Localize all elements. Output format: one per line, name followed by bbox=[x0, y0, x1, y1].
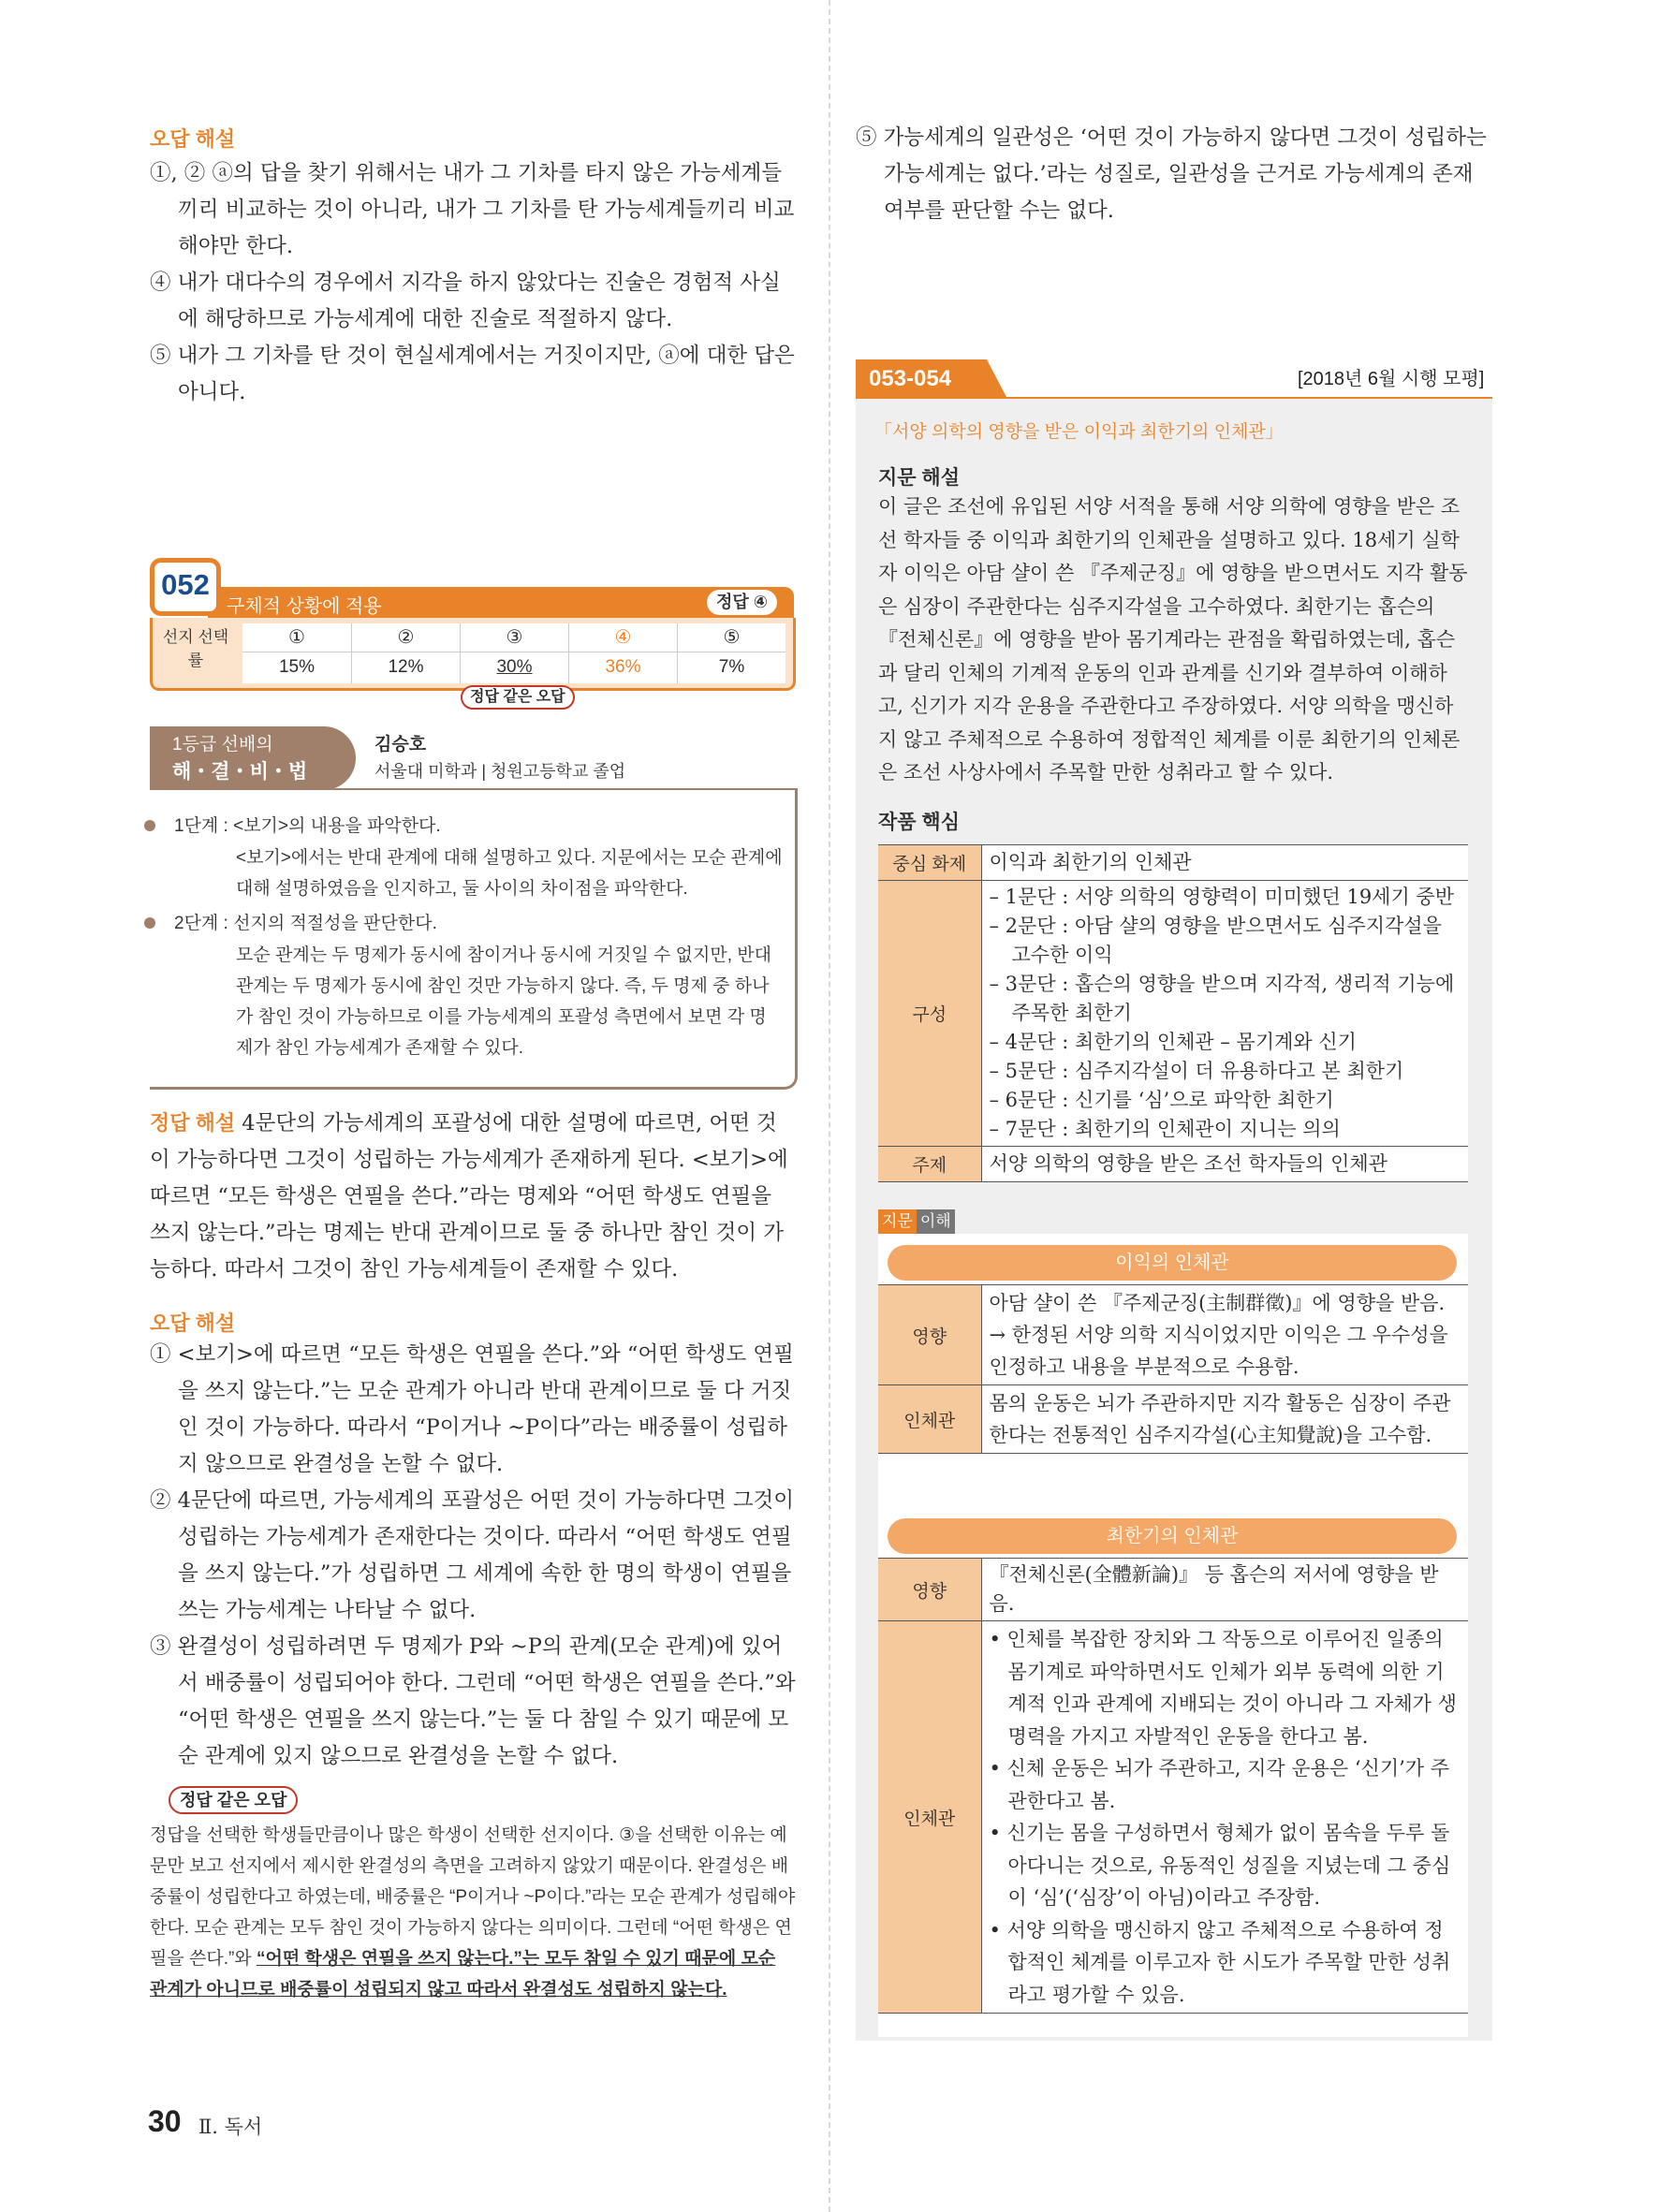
yi-row-influence bbox=[878, 1285, 1468, 1385]
choi-cell-header: 인체관 bbox=[878, 1621, 981, 2014]
choice-rate: 12% bbox=[388, 657, 424, 677]
tip-step1-title: 1단계 : <보기>의 내용을 파악한다. bbox=[174, 816, 441, 836]
choice-rate: 7% bbox=[718, 657, 745, 677]
yi-view-title: 이익의 인체관 bbox=[888, 1245, 1457, 1281]
choi-view-title: 최한기의 인체관 bbox=[888, 1518, 1457, 1554]
tip-step2-title: 2단계 : 선지의 적절성을 판단한다. bbox=[174, 914, 437, 933]
question-052-header-bar bbox=[208, 587, 794, 619]
choice-rate-grid bbox=[242, 623, 785, 683]
trap-answer-heading: 정답 같은 오답 bbox=[169, 1786, 298, 1814]
wrong-answer-list-1 bbox=[150, 155, 796, 411]
correct-answer-block bbox=[150, 1105, 796, 1288]
choice-number: ⑤ bbox=[678, 623, 785, 652]
choice-rate-label: 선지 선택률 bbox=[162, 628, 229, 669]
understanding-tag-b: 이해 bbox=[917, 1209, 955, 1234]
structure-line: – 2문단 : 아담 샬의 영향을 받으면서도 심주지각설을 고수한 이익 bbox=[989, 915, 1442, 966]
question-052-answer: 정답 ④ bbox=[707, 590, 777, 615]
structure-line: – 6문단 : 신기를 ‘심’으로 파악한 최한기 bbox=[989, 1089, 1334, 1111]
core-cell: 서양 의학의 영향을 받은 조선 학자들의 인체관 bbox=[981, 1147, 1468, 1182]
yi-view-table bbox=[878, 1284, 1468, 1454]
choice-rate: 30% bbox=[496, 657, 533, 677]
page-number: 30 bbox=[148, 2104, 182, 2138]
tip-step1-body: <보기>에서는 반대 관계에 대해 설명하고 있다. 지문에서는 모순 관계에 대해 설명하였음을 인지하고, 둘 사이의 차이점을 파악한다. bbox=[236, 848, 783, 899]
core-row-topic bbox=[878, 845, 1468, 881]
choi-row-influence bbox=[878, 1559, 1468, 1621]
choi-view-point: • 서양 의학을 맹신하지 않고 주체적으로 수용하여 정합적인 체계를 이루고자 한 시도가 주목할 만한 성취라고 평가할 수 있음. bbox=[989, 1918, 1451, 2006]
core-row-structure bbox=[878, 881, 1468, 1147]
passage-box-topline bbox=[856, 397, 1492, 399]
trap-answer-text: 정답을 선택한 학생들만큼이나 많은 학생이 선택한 선지이다. ③을 선택한 이유는 예문만 보고 선지에서 제시한 완결성의 측면을 고려하지 않았기 때문이다. 완결성은 배중률이 성립한다고 하였는데, 배중률은 “P이거나 ~P이다.”라는 모순 관계가 성립해야 한다. 모순 관계는 모두 참인 것이 가능하지 않다는 의미이다. 그런데 “어떤 학생은 연필을 쓴다.”와 bbox=[150, 1825, 796, 1969]
exam-source: [2018년 6월 시행 모평] bbox=[1298, 369, 1485, 389]
wrong-answer-item: ③ 완결성이 성립하려면 두 명제가 P와 ~P의 관계(모순 관계)에 있어서 배중률이 성립되어야 한다. 그런데 “어떤 학생은 연필을 쓴다.”와 “어떤 학생은 연필을 쓰지 않는다.”는 둘 다 참일 수 있기 때문에 모순 관계에 있지 않으므로 완결성을 논할 수 없다. bbox=[150, 1634, 796, 1768]
wrong-answer-item: ⑤ 내가 그 기차를 탄 것이 현실세계에서는 거짓이지만, ⓐ에 대한 답은 아니다. bbox=[150, 344, 795, 404]
choi-view-point: • 인체를 복잡한 장치와 그 작동으로 이루어진 일종의 몸기계로 파악하면서도 인체가 외부 동력에 의한 기계적 인과 관계에 지배되는 것이 아니라 그 자체가 생명력을 가지고 자발적인 운동을 한다고 봄. bbox=[989, 1628, 1457, 1748]
step-bullet-icon bbox=[144, 820, 155, 831]
question-052-title: 구체적 상황에 적용 bbox=[227, 596, 382, 617]
question-range-tag: 053-054 bbox=[856, 359, 987, 399]
core-heading: 작품 핵심 bbox=[878, 812, 960, 833]
choi-view-point: • 신체 운동은 뇌가 주관하고, 지각 운용은 ‘신기’가 주관한다고 봄. bbox=[989, 1757, 1450, 1812]
wrong-answer-list-2 bbox=[150, 1337, 796, 1775]
choice-rate-cell-correct bbox=[568, 623, 677, 683]
wrong-answer-heading-1: 오답 해설 bbox=[150, 127, 236, 151]
core-cell-header: 주제 bbox=[878, 1147, 981, 1182]
tip-step2-body: 모순 관계는 두 명제가 동시에 참이거나 동시에 거짓일 수 없지만, 반대 관계는 두 명제가 동시에 참인 것만 가능하지 않다. 즉, 두 명제 중 하나가 참인 것이 가능하므로 이를 가능세계의 포괄성 측면에서 보면 각 명제가 참인 가능세계가 존재할 수 있다. bbox=[236, 945, 771, 1058]
core-row-theme bbox=[878, 1147, 1468, 1182]
choi-cell: 『전체신론(全體新論)』 등 홉슨의 저서에 영향을 받음. bbox=[981, 1559, 1468, 1621]
choice-number: ① bbox=[242, 623, 351, 652]
choice-rate: 36% bbox=[605, 657, 641, 677]
choice-rate-cell bbox=[460, 623, 568, 683]
core-cell bbox=[981, 881, 1468, 1147]
step-bullet-icon bbox=[144, 917, 155, 929]
choice-number: ② bbox=[352, 623, 460, 652]
core-cell-header: 구성 bbox=[878, 881, 981, 1147]
structure-line: – 7문단 : 최한기의 인체관이 지니는 의의 bbox=[989, 1118, 1341, 1140]
choi-view-table bbox=[878, 1558, 1468, 2014]
yi-cell: 몸의 운동은 뇌가 주관하지만 지각 활동은 심장이 주관한다는 전통적인 심주지각설(心主知覺說)을 고수함. bbox=[981, 1385, 1468, 1454]
question-052-number: 052 bbox=[150, 558, 221, 616]
yi-cell-header: 인체관 bbox=[878, 1385, 981, 1454]
yi-cell-header: 영향 bbox=[878, 1285, 981, 1385]
tip-header-line1: 1등급 선배의 bbox=[172, 735, 273, 754]
wrong-answer-item: ② 4문단에 따르면, 가능세계의 포괄성은 어떤 것이 가능하다면 그것이 성립하는 가능세계가 존재한다는 것이다. 따라서 “어떤 학생도 연필을 쓰지 않는다.”가 성립하면 그 세계에 속한 한 명의 학생이 연필을 쓰는 가능세계는 나타날 수 없다. bbox=[150, 1488, 795, 1622]
passage-heading: 지문 해설 bbox=[878, 467, 960, 489]
core-cell-header: 중심 화제 bbox=[878, 845, 981, 881]
choice-number: ③ bbox=[461, 623, 568, 652]
wrong-answer-item: ① <보기>에 따르면 “모든 학생은 연필을 쓴다.”와 “어떤 학생도 연필을 쓰지 않는다.”는 모순 관계가 아니라 반대 관계이므로 둘 다 거짓인 것이 가능하다. 따라서 “P이거나 ~P이다”라는 배중률이 성립하지 않으므로 완결성을 논할 수 없다. bbox=[150, 1342, 794, 1476]
correct-answer-body: 4문단의 가능세계의 포괄성에 대한 설명에 따르면, 어떤 것이 가능하다면 그것이 성립하는 가능세계가 존재하게 된다. <보기>에 따르면 “모든 학생은 연필을 쓴다.”라는 명제와 “어떤 학생도 연필을 쓰지 않는다.”라는 명제는 반대 관계이므로 둘 중 하나만 참인 것이 가능하다. 따라서 그것이 참인 가능세계들이 존재할 수 있다. bbox=[150, 1111, 788, 1282]
understanding-tag bbox=[878, 1209, 955, 1234]
choi-view-point: • 신기는 몸을 구성하면서 형체가 없이 몸속을 두루 돌아다니는 것으로, 유동적인 성질을 지녔는데 그 중심이 ‘심’(‘심장’이 아님)이라고 주장함. bbox=[989, 1822, 1451, 1909]
correct-answer-heading: 정답 해설 bbox=[150, 1111, 236, 1135]
choice-rate-cell bbox=[351, 623, 460, 683]
wrong-answer-item-5: ⑤ 가능세계의 일관성은 ‘어떤 것이 가능하지 않다면 그것이 성립하는 가능세계는 없다.’라는 성질로, 일관성을 근거로 가능세계의 존재 여부를 판단할 수는 없다. bbox=[856, 125, 1487, 223]
tip-author-name: 김승호 bbox=[374, 735, 427, 754]
choice-rate-cell bbox=[242, 623, 351, 683]
structure-line: – 4문단 : 최한기의 인체관 – 몸기계와 신기 bbox=[989, 1031, 1357, 1053]
trap-answer-tag: 정답 같은 오답 bbox=[461, 685, 575, 710]
core-table bbox=[878, 844, 1468, 1182]
wrong-answer-item: ④ 내가 대다수의 경우에서 지각을 하지 않았다는 진술은 경험적 사실에 해당하므로 가능세계에 대한 진술로 적절하지 않다. bbox=[150, 271, 781, 331]
trap-answer-body bbox=[150, 1820, 796, 2005]
structure-line: – 3문단 : 홉슨의 영향을 받으며 지각적, 생리적 기능에 주목한 최한기 bbox=[989, 973, 1455, 1024]
choice-rate-cell bbox=[677, 623, 785, 683]
wrong-answer-heading-2: 오답 해설 bbox=[150, 1311, 236, 1335]
understanding-tag-a: 지문 bbox=[878, 1209, 917, 1234]
yi-cell: 아담 샬이 쓴 『주제군징(主制群徵)』에 영향을 받음. → 한정된 서양 의학 지식이었지만 이익은 그 우수성을 인정하고 내용을 부분적으로 수용함. bbox=[981, 1285, 1468, 1385]
tip-header-line2: 해・결・비・법 bbox=[172, 761, 308, 783]
trap-answer-underlined: “어떤 학생은 연필을 쓰지 않는다.”는 모두 참일 수 있기 때문에 모순 관계가 아니므로 배중률이 성립되지 않고 따라서 완결성도 성립하지 않는다. bbox=[150, 1949, 776, 2000]
structure-line: – 5문단 : 심주지각설이 더 유용하다고 본 최한기 bbox=[989, 1060, 1404, 1082]
yi-row-view bbox=[878, 1385, 1468, 1454]
column-divider bbox=[829, 0, 830, 2212]
wrong-answer-item: ①, ② ⓐ의 답을 찾기 위해서는 내가 그 기차를 타지 않은 가능세계들끼리 비교하는 것이 아니라, 내가 그 기차를 탄 가능세계들끼리 비교해야만 한다. bbox=[150, 161, 795, 258]
choice-number: ④ bbox=[569, 623, 677, 652]
choi-cell-header: 영향 bbox=[878, 1559, 981, 1621]
choi-cell bbox=[981, 1621, 1468, 2014]
passage-body: 이 글은 조선에 유입된 서양 서적을 통해 서양 의학에 영향을 받은 조선 학자들 중 이익과 최한기의 인체관을 설명하고 있다. 18세기 실학자 이익은 아담 샬이 쓴 『주제군징』에 영향을 받으면서도 지각 활동은 심장이 주관한다는 심주지각설을 고수하였다. 최한기는 홉슨의 『전체신론』에 영향을 받아 몸기계라는 관점을 확립하였는데, 홉슨과 달리 인체의 기계적 운동의 인과 관계를 신기와 결부하여 이해하고, 신기가 지각 운용을 주관한다고 주장하였다. 서양 의학을 맹신하지 않고 주체적으로 수용하여 정합적인 체계를 이룬 최한기의 인체론은 조선 사상사에서 주목할 만한 성취라고 할 수 있다. bbox=[878, 495, 1468, 784]
choi-row-view bbox=[878, 1621, 1468, 2014]
structure-line: – 1문단 : 서양 의학의 영향력이 미미했던 19세기 중반 bbox=[989, 886, 1454, 908]
tip-header bbox=[150, 726, 356, 790]
choice-rate-box bbox=[150, 618, 796, 691]
work-title: 「서양 의학의 영향을 받은 이익과 최한기의 인체관」 bbox=[874, 422, 1284, 442]
choice-rate: 15% bbox=[278, 657, 316, 677]
tip-author-school: 서울대 미학과 | 청원고등학교 졸업 bbox=[374, 762, 626, 781]
core-cell: 이익과 최한기의 인체관 bbox=[981, 845, 1468, 881]
section-label: Ⅱ. 독서 bbox=[198, 2116, 263, 2138]
